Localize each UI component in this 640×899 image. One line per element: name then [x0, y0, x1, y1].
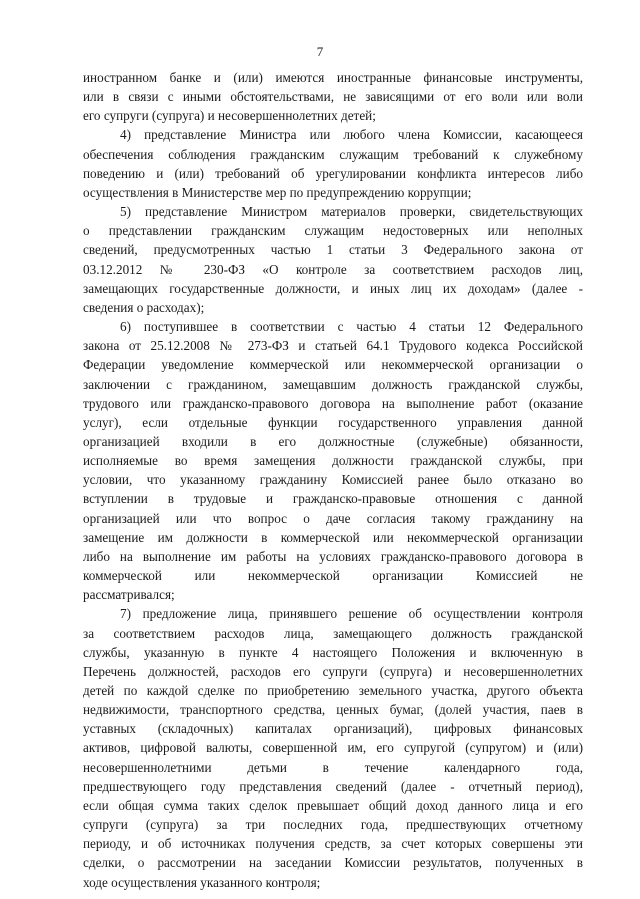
text-line: заключении с гражданином, замещавшим должность гражданской службы,	[83, 376, 583, 392]
text-line: обеспечения соблюдения гражданским служащим требований к служебному	[83, 146, 583, 162]
text-line: недвижимости, транспортного средства, ценных бумаг, (долей участия, паев в	[83, 702, 583, 718]
text-line: сведений, предусмотренных частью 1 статьи 3 Федерального закона от	[83, 242, 583, 258]
text-line: организацией или что вопрос о даче согласия такому гражданину на	[83, 510, 583, 526]
text-line: исполняемые во время замещения должности гражданской службы, при	[83, 453, 583, 469]
text-line: сделки, о рассмотрении на заседании Комиссии результатов, полученных в	[83, 855, 583, 871]
text-line: если общая сумма таких сделок превышает общий доход данного лица и его	[83, 797, 583, 813]
text-line: закона от 25.12.2008 № 273-ФЗ и статьей 64.1 Трудового кодекса Российской	[83, 338, 583, 354]
text-line: о представлении гражданским служащим недостоверных или неполных	[83, 223, 583, 239]
text-line: предшествующего году представления сведений (далее - отчетный период),	[83, 778, 583, 794]
text-line: иностранном банке и (или) имеются иностранные финансовые инструменты,	[83, 70, 583, 85]
text-line: осуществления в Министерстве мер по предупреждению коррупции;	[83, 184, 472, 200]
document-body	[83, 68, 583, 892]
text-line: рассматривался;	[83, 587, 175, 603]
text-line: замещение им должности в коммерческой или некоммерческой организации	[83, 529, 583, 545]
text-line: ходе осуществления указанного контроля;	[83, 874, 321, 890]
text-line: за соответствием расходов лица, замещающего должность гражданской	[83, 625, 583, 641]
text-line: службы, указанную в пункте 4 настоящего Положения и включенную в	[83, 644, 583, 660]
text-line: или в связи с иными обстоятельствами, не зависящими от его воли или воли	[83, 89, 583, 105]
text-line: 6) поступившее в соответствии с частью 4 статьи 12 Федерального	[120, 319, 583, 335]
text-line: Перечень должностей, расходов его супруги (супруга) и несовершеннолетних	[83, 663, 583, 679]
text-line: периоду, и об источниках получения средств, за счет которых совершены эти	[83, 836, 583, 852]
page-number: 7	[316, 44, 324, 59]
text-line: услуг), если отдельные функции государственного управления данной	[83, 414, 583, 430]
text-line: несовершеннолетними детьми в течение календарного года,	[83, 759, 583, 775]
text-line: Федерации уведомление коммерческой или некоммерческой организации о	[83, 357, 583, 373]
text-line: поведению и (или) требований об урегулировании конфликта интересов либо	[83, 165, 583, 181]
text-line: активов, цифровой валюты, совершенной им, его супругой (супругом) и (или)	[83, 740, 583, 756]
text-line: условии, что указанному гражданину Комиссией ранее было отказано во	[83, 472, 583, 488]
text-line: 4) представление Министра или любого члена Комиссии, касающееся	[120, 127, 583, 143]
text-line: сведения о расходах);	[83, 299, 205, 315]
text-line: замещающих государственные должности, и иных лиц их доходам» (далее -	[83, 280, 583, 296]
text-line: 5) представление Министром материалов проверки, свидетельствующих	[120, 204, 583, 220]
text-line: трудового или гражданско-правового договора на выполнение работ (оказание	[83, 395, 583, 411]
text-line: детей по каждой сделке по приобретению земельного участка, другого объекта	[83, 683, 583, 698]
text-line: либо на выполнение им работы на условиях гражданско-правового договора в	[83, 548, 583, 564]
text-line: коммерческой или некоммерческой организации Комиссией не	[83, 568, 583, 584]
text-line: 03.12.2012 № 230-ФЗ «О контроле за соответствием расходов лиц,	[83, 261, 583, 277]
text-line: 7) предложение лица, принявшего решение об осуществлении контроля	[120, 606, 583, 622]
text-line: его супруги (супруга) и несовершеннолетних детей;	[83, 108, 376, 124]
text-line: вступлении в трудовые и гражданско-правовые отношения с данной	[83, 491, 583, 507]
text-line: организацией входили в его должностные (служебные) обязанности,	[83, 433, 583, 449]
text-line: уставных (складочных) капиталах организаций), цифровых финансовых	[83, 721, 583, 737]
text-line: супруги (супруга) за три последних года, предшествующих отчетному	[83, 817, 583, 833]
